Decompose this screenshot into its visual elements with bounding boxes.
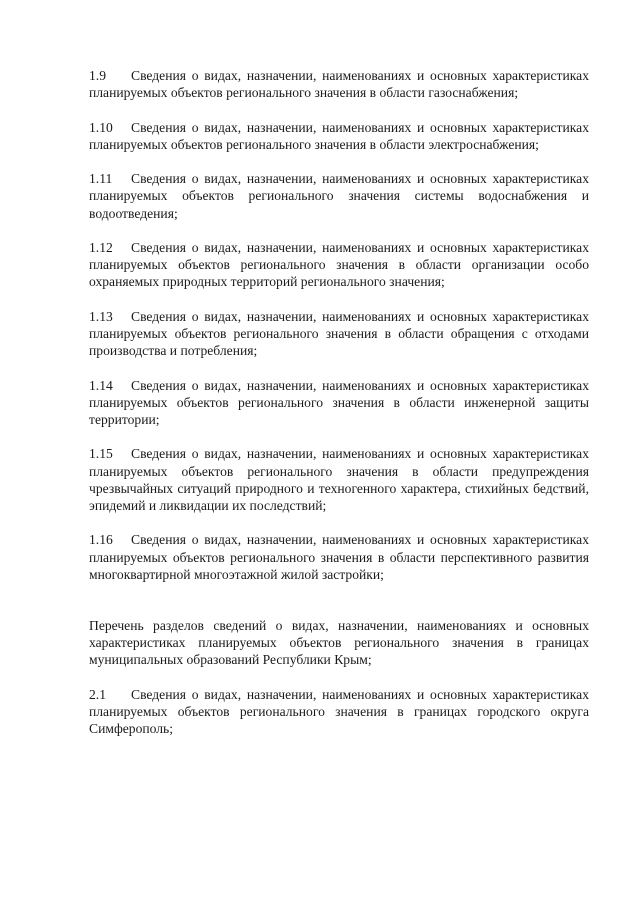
item-number: 1.13: [89, 308, 113, 324]
item-text: Сведения о видах, назначении, наименованиях и основных характеристиках планируемых объектов регионального значения в области перспективного развития многоквартирной многоэтажной жилой застройки;: [89, 532, 589, 582]
item-text: Сведения о видах, назначении, наименованиях и основных характеристиках планируемых объектов регионального значения в области предупреждения чрезвычайных ситуаций природного и техногенного характера, стихийных бедствий, эпидемий и ликвидации их последствий;: [89, 446, 589, 513]
document-body: [89, 67, 589, 737]
list-item-1-9: [89, 67, 589, 101]
item-number: 1.12: [89, 239, 113, 255]
item-text: Сведения о видах, назначении, наименованиях и основных характеристиках планируемых объектов регионального значения системы водоснабжения и водоотведения;: [89, 171, 589, 221]
item-number: 2.1: [89, 686, 106, 702]
item-text: Сведения о видах, назначении, наименованиях и основных характеристиках планируемых объектов регионального значения в области обращения с отходами производства и потребления;: [89, 308, 589, 359]
item-text: Сведения о видах, назначении, наименованиях и основных характеристиках планируемых объектов регионального значения в области инженерной защиты территории;: [89, 377, 589, 427]
item-text: Сведения о видах, назначении, наименованиях и основных характеристиках планируемых объектов регионального значения в границах городского округа Симферополь;: [89, 686, 589, 737]
list-item-1-11: [89, 170, 589, 222]
list-item-1-16: [89, 531, 589, 583]
list-item-1-15: [89, 445, 589, 514]
item-text: Сведения о видах, назначении, наименованиях и основных характеристиках планируемых объектов регионального значения в области электроснабжения;: [89, 119, 589, 152]
list-item-1-12: [89, 239, 589, 291]
item-text: Сведения о видах, назначении, наименованиях и основных характеристиках планируемых объектов регионального значения в области газоснабжения;: [89, 68, 589, 101]
item-number: 1.14: [89, 377, 113, 393]
section-heading: Перечень разделов сведений о видах, назначении, наименованиях и основных характеристиках планируемых объектов регионального значения в границах муниципальных образований Республики Крым;: [89, 617, 589, 668]
item-number: 1.16: [89, 532, 113, 548]
item-number: 1.11: [89, 171, 113, 187]
item-number: 1.10: [89, 119, 113, 135]
list-item-2-1: [89, 686, 589, 738]
item-number: 1.15: [89, 446, 113, 462]
item-number: 1.9: [89, 68, 106, 83]
list-item-1-10: [89, 119, 589, 153]
item-text: Сведения о видах, назначении, наименованиях и основных характеристиках планируемых объектов регионального значения в области организации особо охраняемых природных территорий регионального значения;: [89, 239, 589, 290]
list-item-1-14: [89, 377, 589, 429]
list-item-1-13: [89, 308, 589, 360]
